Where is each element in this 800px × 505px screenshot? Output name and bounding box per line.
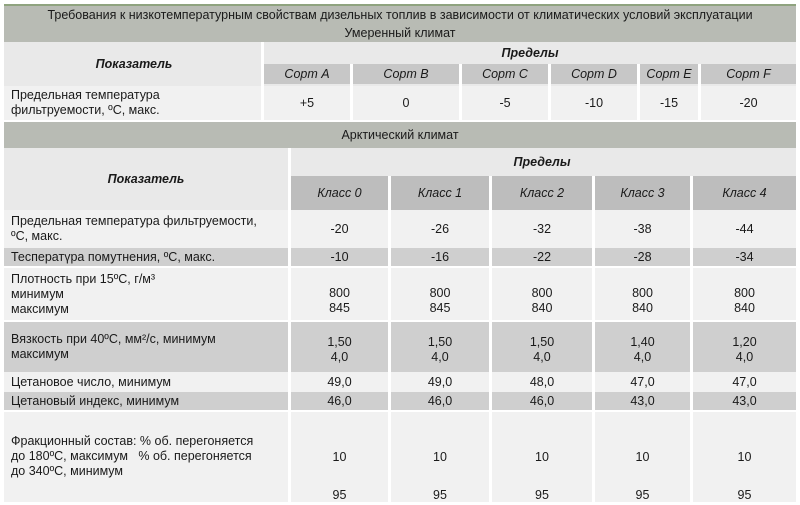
- min-value: 800: [429, 286, 451, 300]
- arctic-indicator-header: Показатель: [107, 172, 185, 186]
- moderate-data-row: [4, 86, 796, 120]
- value-180: 10: [737, 450, 752, 464]
- column-divider: [489, 176, 492, 502]
- row-label: Цетановое число, минимум: [11, 375, 172, 389]
- moderate-row-label: [4, 86, 264, 120]
- label-line: фильтруемости, ºС, макс.: [11, 103, 160, 117]
- min-value: 800: [531, 286, 553, 300]
- moderate-value: 0: [402, 96, 410, 110]
- column-divider: [288, 148, 291, 502]
- arctic-row-filterability: [4, 210, 796, 248]
- arctic-row-density: [4, 268, 796, 320]
- arctic-value: 46,0: [529, 394, 555, 408]
- table-title-row: [4, 4, 796, 24]
- value-340: 95: [535, 488, 549, 502]
- min-value: 1,40: [630, 335, 655, 349]
- moderate-climate-banner-row: [4, 24, 796, 42]
- arctic-value-pair: [391, 268, 489, 320]
- moderate-value: -5: [499, 96, 511, 110]
- arctic-value: 49,0: [427, 375, 453, 389]
- value-340: 95: [433, 488, 447, 502]
- moderate-value: -15: [659, 96, 679, 110]
- min-value: 1,50: [327, 335, 352, 349]
- max-value: 845: [429, 301, 451, 315]
- arctic-value: 43,0: [630, 394, 655, 408]
- column-divider: [698, 64, 701, 120]
- arctic-value: -20: [330, 222, 349, 236]
- value-180: 10: [535, 450, 549, 464]
- arctic-value-pair: [391, 322, 489, 372]
- arctic-climate-banner: Арктический климат: [341, 128, 459, 142]
- moderate-value: -10: [584, 96, 604, 110]
- label-line: минимум: [11, 286, 64, 301]
- row-label: [4, 268, 288, 320]
- arctic-value-pair: [291, 322, 388, 372]
- arctic-row-viscosity: [4, 322, 796, 372]
- grade-header: Сорт E: [640, 64, 698, 84]
- arctic-header-row: [4, 148, 796, 210]
- arctic-value: -28: [633, 250, 652, 264]
- min-value: 800: [632, 286, 653, 300]
- arctic-row-cetane-number: [4, 372, 796, 392]
- label-line: Фракционный состав: % об. перегоняется: [11, 434, 254, 448]
- column-divider: [388, 176, 391, 502]
- value-180: 10: [635, 450, 650, 464]
- column-divider: [592, 176, 595, 502]
- arctic-row-fractional: [4, 412, 796, 502]
- arctic-value-pair: [595, 412, 690, 502]
- arctic-value-pair: [595, 268, 690, 320]
- max-value: 4,0: [431, 350, 449, 364]
- column-divider: [459, 64, 462, 120]
- arctic-value-pair: [492, 322, 592, 372]
- label-line: Предельная температура фильтруемости,: [11, 214, 257, 228]
- grade-header: Сорт F: [701, 64, 796, 84]
- moderate-value: +5: [299, 96, 315, 110]
- arctic-value-pair: [693, 412, 796, 502]
- arctic-value: -34: [735, 250, 754, 264]
- value-340: 95: [737, 488, 752, 502]
- column-divider: [350, 64, 353, 120]
- label-line: максимум: [11, 301, 69, 316]
- arctic-climate-banner-row: [4, 122, 796, 148]
- moderate-value: -20: [739, 96, 758, 110]
- class-header: Класс 1: [391, 176, 489, 210]
- arctic-value-pair: [492, 268, 592, 320]
- column-divider: [690, 176, 693, 502]
- row-label: Тесператүра помутнения, ºС, макс.: [11, 250, 216, 264]
- label-line: Плотность при 15ºС, г/м³: [11, 271, 156, 286]
- arctic-value-pair: [595, 322, 690, 372]
- value-180: 10: [433, 450, 447, 464]
- column-divider: [548, 64, 551, 120]
- class-header: Класс 0: [291, 176, 388, 210]
- column-divider: [261, 42, 264, 120]
- arctic-value: 46,0: [327, 394, 352, 408]
- label-line: ºС, макс.: [11, 229, 63, 243]
- grade-header: Сорт B: [353, 64, 459, 84]
- climate-requirements-table: [4, 4, 796, 502]
- moderate-climate-banner: Умеренный климат: [344, 26, 456, 40]
- arctic-value: -16: [430, 250, 450, 264]
- arctic-value-pair: [391, 412, 489, 502]
- arctic-value-pair: [492, 412, 592, 502]
- arctic-value: 43,0: [732, 394, 757, 408]
- min-value: 1,50: [529, 335, 555, 349]
- arctic-value: 47,0: [630, 375, 655, 389]
- arctic-value: -32: [532, 222, 552, 236]
- max-value: 840: [734, 301, 755, 315]
- arctic-value: -10: [330, 250, 349, 264]
- label-line: Предельная температура: [11, 88, 160, 102]
- arctic-value: -38: [633, 222, 652, 236]
- label-line: до 180ºС, максимум % об. перегоняется: [11, 449, 252, 463]
- class-header: Класс 4: [693, 176, 796, 210]
- grade-header: Сорт C: [462, 64, 548, 84]
- min-value: 1,20: [732, 335, 757, 349]
- max-value: 840: [632, 301, 653, 315]
- arctic-value: -22: [532, 250, 552, 264]
- moderate-indicator-header: Показатель: [95, 57, 173, 71]
- min-value: 800: [329, 286, 350, 300]
- label-line: до 340ºС, минимум: [11, 464, 124, 478]
- arctic-value-pair: [693, 322, 796, 372]
- row-label: [4, 412, 288, 502]
- moderate-limits-header: Пределы: [501, 46, 559, 60]
- label-line: максимум: [11, 347, 69, 361]
- grade-header: Сорт A: [264, 64, 350, 84]
- max-value: 845: [329, 301, 350, 315]
- min-value: 800: [734, 286, 755, 300]
- arctic-row-cloud-point: [4, 248, 796, 266]
- value-180: 10: [332, 450, 347, 464]
- row-label: [4, 210, 288, 248]
- arctic-value-pair: [291, 268, 388, 320]
- row-label: [4, 322, 288, 372]
- arctic-value: -44: [735, 222, 754, 236]
- max-value: 840: [531, 301, 553, 315]
- max-value: 4,0: [330, 350, 349, 364]
- arctic-value: 46,0: [427, 394, 453, 408]
- max-value: 4,0: [533, 350, 551, 364]
- min-value: 1,50: [427, 335, 453, 349]
- arctic-value: 49,0: [327, 375, 352, 389]
- arctic-value: 47,0: [732, 375, 757, 389]
- value-340: 95: [332, 488, 347, 502]
- class-header: Класс 2: [492, 176, 592, 210]
- arctic-value-pair: [693, 268, 796, 320]
- arctic-value: 48,0: [529, 375, 555, 389]
- arctic-limits-header: Пределы: [513, 155, 571, 169]
- moderate-header-row: [4, 42, 796, 86]
- table-title: Требования к низкотемпературным свойствам дизельных топлив в зависимости от климатических условий эксплуатации: [47, 8, 753, 22]
- max-value: 4,0: [735, 350, 754, 364]
- arctic-value-pair: [291, 412, 388, 502]
- grade-header: Сорт D: [551, 64, 637, 84]
- value-340: 95: [635, 488, 650, 502]
- label-line: Вязкость при 40ºС, мм²/с, минимум: [11, 332, 216, 346]
- column-divider: [637, 64, 640, 120]
- class-header: Класс 3: [595, 176, 690, 210]
- arctic-value: -26: [430, 222, 450, 236]
- max-value: 4,0: [633, 350, 652, 364]
- row-label: Цетановый индекс, минимум: [11, 394, 180, 408]
- arctic-row-cetane-index: [4, 392, 796, 410]
